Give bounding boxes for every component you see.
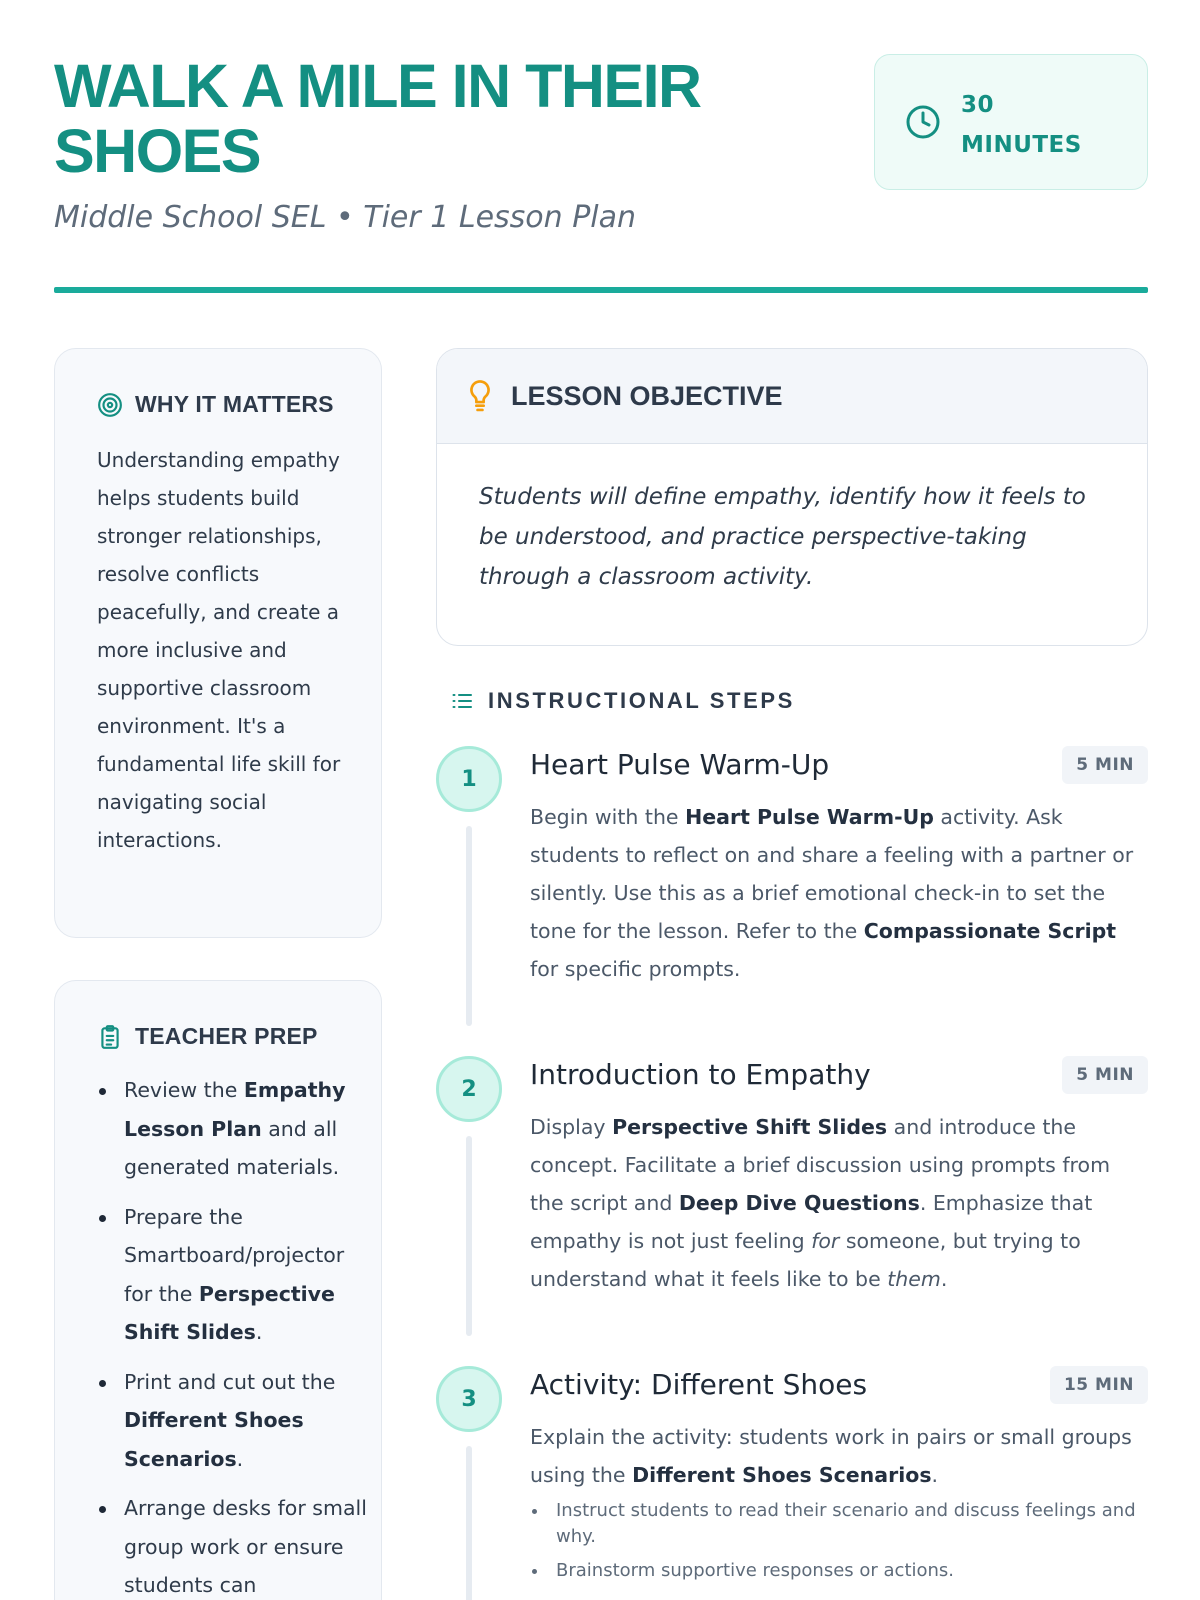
page-subtitle: Middle School SEL • Tier 1 Lesson Plan — [54, 200, 637, 235]
instructional-steps-heading — [450, 688, 795, 714]
step-title: Heart Pulse Warm-Up — [530, 748, 830, 781]
step-connector — [466, 1136, 472, 1336]
why-it-matters-heading — [97, 391, 334, 418]
duration-badge — [874, 54, 1148, 190]
duration-text — [961, 85, 1131, 165]
title-line-1: WALK A MILE IN THEIR — [54, 52, 701, 120]
page-title — [54, 54, 754, 184]
step-duration-badge: 5 MIN — [1062, 1056, 1148, 1094]
step-item — [436, 1366, 1148, 1600]
step-title: Introduction to Empathy — [530, 1058, 871, 1091]
step-duration-badge: 5 MIN — [1062, 746, 1148, 784]
duration-value: 30 — [961, 92, 995, 118]
step-description: Display Perspective Shift Slides and introduce the concept. Facilitate a brief discussion using prompts from the script and Deep Dive Questions. Emphasize that empathy is not just feeling for someone, but trying to understand what it feels like to be them. — [530, 1115, 1111, 1291]
prep-item: Print and cut out the Different Shoes Scenarios. — [97, 1363, 367, 1479]
why-it-matters-label: WHY IT MATTERS — [135, 391, 334, 417]
lightbulb-icon — [467, 379, 493, 413]
instructional-steps-label: INSTRUCTIONAL STEPS — [488, 688, 795, 713]
lesson-objective-label: LESSON OBJECTIVE — [511, 381, 783, 411]
lesson-objective-heading — [437, 349, 1147, 444]
clock-icon — [905, 104, 941, 140]
lesson-objective-card — [436, 348, 1148, 646]
step-number-badge: 2 — [436, 1056, 502, 1122]
step-title: Activity: Different Shoes — [530, 1368, 868, 1401]
step-description: Explain the activity: students work in pairs or small groups using the Different Shoes Scenarios. — [530, 1425, 1132, 1487]
teacher-prep-heading — [97, 1023, 318, 1050]
step-item — [436, 746, 1148, 1036]
duration-unit: MINUTES — [961, 132, 1082, 158]
target-icon — [97, 392, 123, 418]
header-divider — [54, 287, 1148, 293]
step-connector — [466, 826, 472, 1026]
step-duration-badge: 15 MIN — [1050, 1366, 1148, 1404]
prep-item: Review the Empathy Lesson Plan and all generated materials. — [97, 1071, 367, 1187]
teacher-prep-list — [97, 1071, 367, 1600]
step-number-badge: 1 — [436, 746, 502, 812]
step-item — [436, 1056, 1148, 1346]
prep-item: Prepare the Smartboard/projector for the Perspective Shift Slides. — [97, 1198, 367, 1352]
step-sub-item: Instruct students to read their scenario and discuss feelings and why. — [530, 1498, 1140, 1550]
step-number-badge: 3 — [436, 1366, 502, 1432]
lesson-header — [54, 50, 1148, 296]
step-description: Begin with the Heart Pulse Warm-Up activity. Ask students to reflect on and share a feeling with a partner or silently. Use this as a brief emotional check-in to set the tone for the lesson. Refer to the Compassionate Script for specific prompts. — [530, 805, 1134, 981]
step-sub-list — [530, 1498, 1140, 1592]
step-sub-item: Brainstorm supportive responses or actions. — [530, 1558, 1140, 1584]
why-it-matters-card — [54, 348, 382, 938]
teacher-prep-label: TEACHER PREP — [135, 1023, 318, 1049]
clipboard-icon — [97, 1024, 123, 1050]
prep-item: Arrange desks for small group work or ensure students can — [97, 1489, 367, 1600]
why-it-matters-text: Understanding empathy helps students build stronger relationships, resolve conflicts peacefully, and create a more inclusive and supportive classroom environment. It's a fundamental life skill for navigating social interactions. — [97, 448, 341, 852]
step-connector — [466, 1446, 472, 1600]
title-line-2: SHOES — [54, 117, 261, 185]
list-icon — [450, 689, 474, 713]
lesson-objective-text: Students will define empathy, identify how it feels to be understood, and practice perspective-taking through a classroom activity. — [479, 484, 1086, 590]
teacher-prep-card — [54, 980, 382, 1600]
